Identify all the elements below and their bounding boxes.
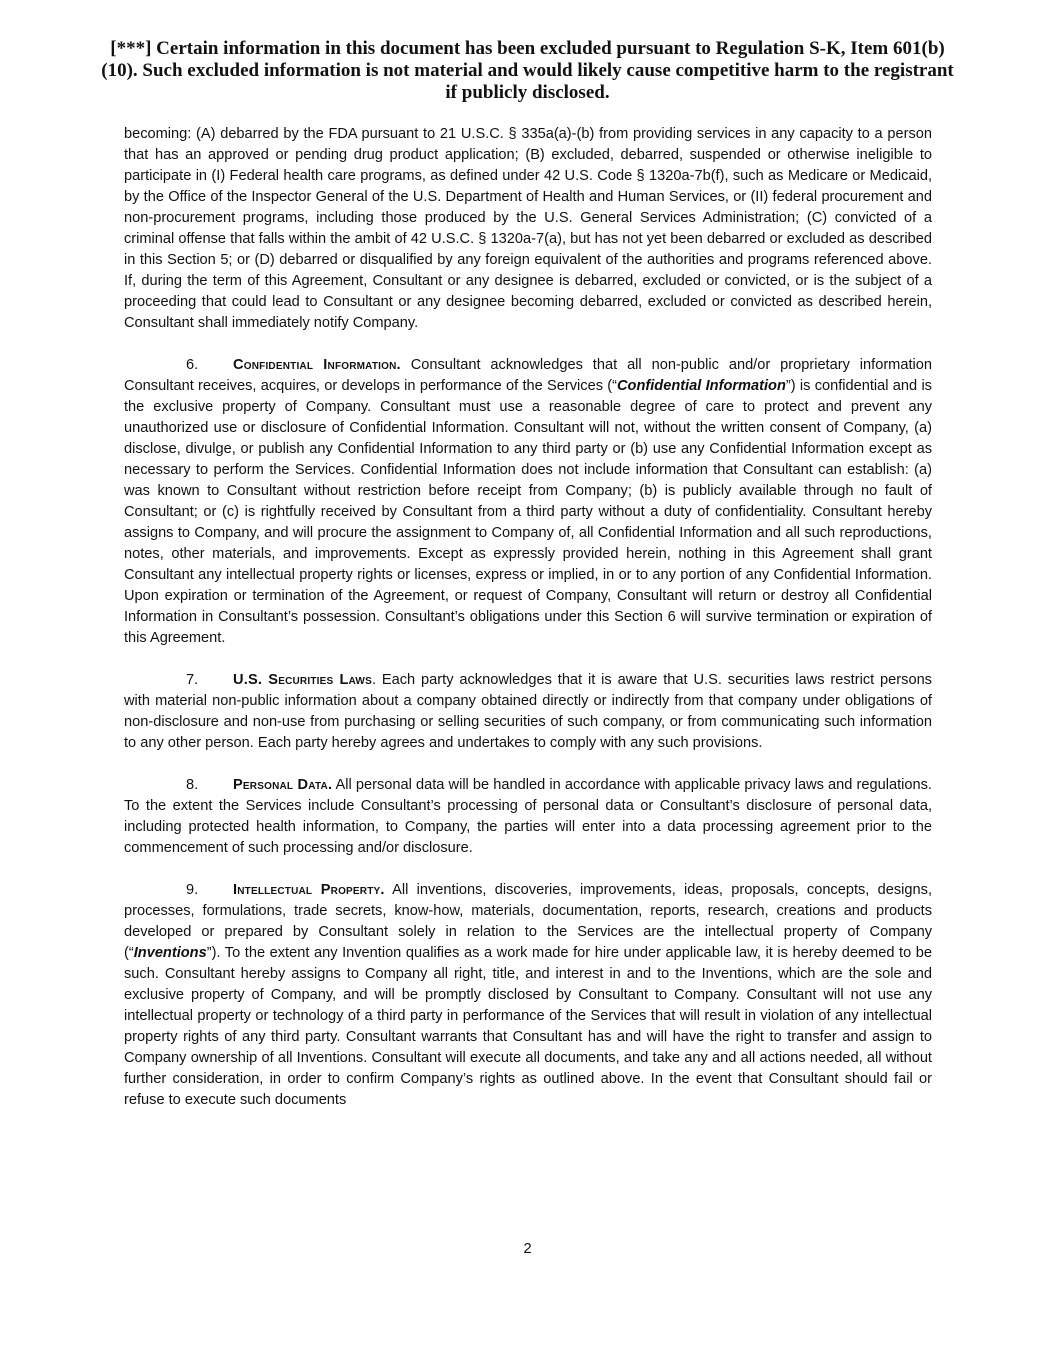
section-8-personal-data <box>124 775 932 859</box>
section-text: ”). To the extent any Invention qualifies as a work made for hire under applicable law, it is hereby deemed to be such. Consultant hereby assigns to Company all right, title, and interest in and to the Inventions, which are the sole and exclusive property of Company, and will be promptly disclosed by Consultant to Company. Consultant will not use any intellectual property or technology of a third party in performance of the Services that will result in violation of any intellectual property rights of any third party. Consultant warrants that Consultant has and will have the right to transfer and assign to Company ownership of all Inventions. Consultant will execute all documents, and take any and all actions needed, all without further consideration, in order to confirm Company’s rights as outlined above. In the event that Consultant should fail or refuse to execute such documents <box>124 945 932 1108</box>
section-text: . Each party acknowledges that it is aware that U.S. securities laws restrict persons with material non-public information about a company obtained directly or indirectly from that company under obligations of non-disclosure and non-use from purchasing or selling securities of such company, or from communicating such information to any other person. Each party hereby agrees and undertakes to comply with any such provisions. <box>124 672 932 751</box>
section-heading: Intellectual Property. <box>233 882 385 898</box>
document-body <box>124 124 932 1132</box>
section-number: 6. <box>186 357 199 373</box>
section-text: All inventions, discoveries, improvements, ideas, proposals, concepts, designs, processes, formulations, trade secrets, know-how, materials, documentation, reports, research, creations and products developed or prepared by Consultant solely in relation to the Services are the intellectual property of Company (“ <box>124 882 933 961</box>
section-9-intellectual-property <box>124 880 932 1111</box>
section-number: 7. <box>186 672 199 688</box>
section-number: 8. <box>186 777 199 793</box>
page-number: 2 <box>523 1241 532 1257</box>
section-heading: Personal Data. <box>233 777 333 793</box>
section-heading: Confidential Information. <box>233 357 401 373</box>
defined-term: Inventions <box>133 945 207 961</box>
section-number: 9. <box>186 882 199 898</box>
section-heading: U.S. Securities Laws <box>233 672 372 688</box>
section-text: All personal data will be handled in accordance with applicable privacy laws and regulations. To the extent the Services include Consultant’s processing of personal data or Consultant’s disclosure of personal data, including protected health information, to Company, the parties will enter into a data processing agreement prior to the commencement of such processing and/or disclosure. <box>124 777 932 856</box>
redaction-notice-header: [***] Certain information in this document has been excluded pursuant to Regulation S-K, Item 601(b)(10). Such excluded information is not material and would likely cause competitive harm to the registrant if publicly disclosed. <box>101 38 954 103</box>
section-5-continuation: becoming: (A) debarred by the FDA pursuant to 21 U.S.C. § 335a(a)-(b) from providing services in any capacity to a person that has an approved or pending drug product application; (B) excluded, debarred, suspended or otherwise ineligible to participate in (I) Federal health care programs, as defined under 42 U.S. Code § 1320a-7b(f), such as Medicare or Medicaid, by the Office of the Inspector General of the U.S. Department of Health and Human Services, or (II) federal procurement and non-procurement programs, including those produced by the U.S. General Services Administration; (C) convicted of a criminal offense that falls within the ambit of 42 U.S.C. § 1320a-7(a), but has not yet been debarred or excluded as described in this Section 5; or (D) debarred or disqualified by any foreign equivalent of the authorities and programs referenced above. If, during the term of this Agreement, Consultant or any designee is debarred, excluded or convicted, or is the subject of a proceeding that could lead to Consultant or any designee becoming debarred, excluded or convicted as described herein, Consultant shall immediately notify Company. <box>124 126 932 331</box>
defined-term: Confidential Information <box>617 378 786 394</box>
section-text: ”) is confidential and is the exclusive property of Company. Consultant must use a reasonable degree of care to protect and prevent any unauthorized use or disclosure of Confidential Information. Consultant will not, without the written consent of Company, (a) disclose, divulge, or publish any Confidential Information to any third party or (b) use any Confidential Information except as necessary to perform the Services. Confidential Information does not include information that Consultant can establish: (a) was known to Consultant without restriction before receipt from Company; (b) is publicly available through no fault of Consultant; or (c) is rightfully received by Consultant from a third party without a duty of confidentiality. Consultant hereby assigns to Company, and will procure the assignment to Company of, all Confidential Information and all such reproductions, notes, other materials, and improvements. Except as expressly provided herein, nothing in this Agreement shall grant Consultant any intellectual property rights or licenses, express or implied, in or to any portion of any Confidential Information. Upon expiration or termination of the Agreement, or request of Company, Consultant will return or destroy all Confidential Information in Consultant’s possession. Consultant’s obligations under this Section 6 will survive termination or expiration of this Agreement. <box>124 378 932 646</box>
section-7-securities-laws <box>124 670 932 754</box>
section-6-confidential-information <box>124 355 932 649</box>
section-text: Consultant acknowledges that all non-public and/or proprietary information Consultant receives, acquires, or develops in performance of the Services (“ <box>124 357 932 394</box>
